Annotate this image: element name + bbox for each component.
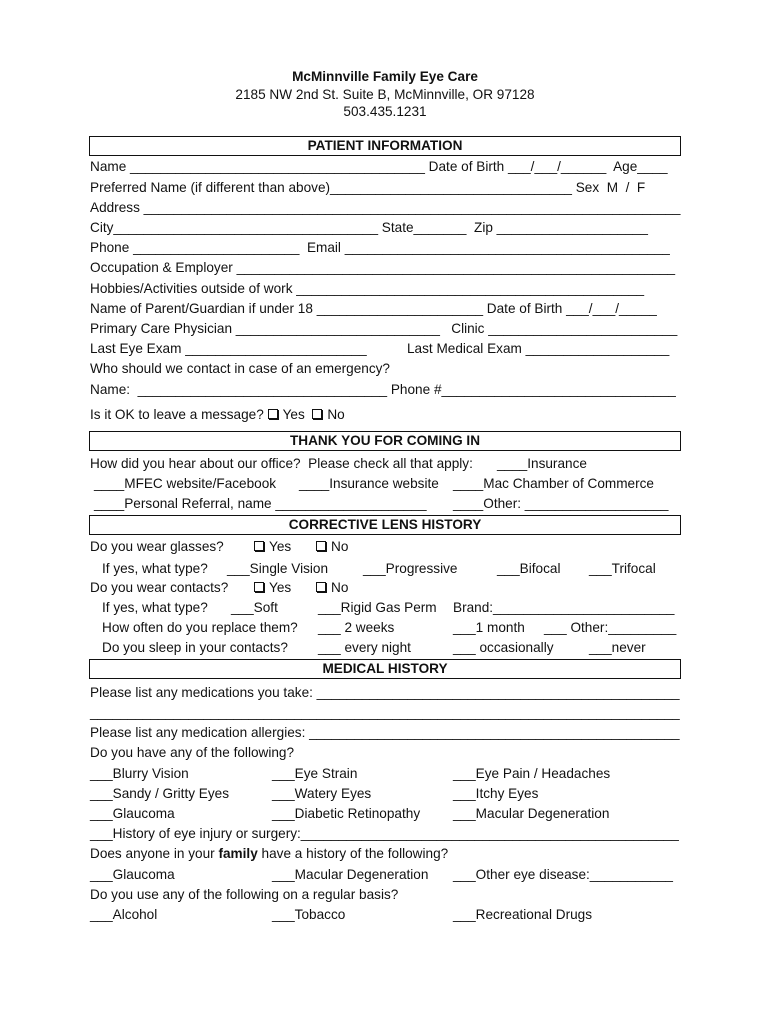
last-medical-exam-field[interactable]: Last Medical Exam ___________________	[407, 341, 670, 356]
regular-use-question: Do you use any of the following on a regular basis?	[90, 887, 399, 902]
one-month-option[interactable]: ___1 month	[453, 620, 525, 635]
bifocal-option[interactable]: ___Bifocal	[497, 561, 561, 576]
glaucoma-option[interactable]: ___Glaucoma	[90, 806, 175, 821]
replace-other-option[interactable]: ___ Other:_________	[544, 620, 677, 635]
glasses-no[interactable]: No	[316, 539, 348, 555]
two-weeks-option[interactable]: ___ 2 weeks	[318, 620, 395, 635]
watery-eyes-option[interactable]: ___Watery Eyes	[272, 786, 372, 801]
replace-question: How often do you replace them?	[102, 620, 298, 635]
diabetic-retinopathy-option[interactable]: ___Diabetic Retinopathy	[272, 806, 421, 821]
contacts-question: Do you wear contacts?	[90, 580, 229, 595]
single-vision-option[interactable]: ___Single Vision	[227, 561, 329, 576]
preferred-name-field[interactable]: Preferred Name (if different than above)________________________________ Sex M / F	[90, 180, 646, 195]
never-option[interactable]: ___never	[589, 640, 646, 655]
primary-care-field[interactable]: Primary Care Physician ___________________________ Clinic _________________________	[90, 321, 678, 336]
contacts-yes[interactable]: Yes	[254, 580, 291, 596]
practice-name: McMinnville Family Eye Care	[292, 69, 478, 84]
emergency-contact-field[interactable]: Name: _________________________________ Phone #_______________________________	[90, 382, 676, 397]
referral-question: How did you hear about our office? Please check all that apply:	[90, 456, 473, 471]
insurance-option[interactable]: ____Insurance	[497, 456, 587, 471]
alcohol-option[interactable]: ___Alcohol	[90, 907, 158, 922]
patient-information-header: PATIENT INFORMATION	[89, 136, 681, 156]
glasses-yes[interactable]: Yes	[254, 539, 291, 555]
phone-email-field[interactable]: Phone ______________________ Email ___________________________________________	[90, 240, 670, 255]
glasses-no-checkbox[interactable]	[316, 541, 326, 551]
leave-message-row: Is it OK to leave a message? Yes No	[90, 407, 345, 422]
brand-field[interactable]: Brand:________________________	[453, 600, 675, 615]
name-field[interactable]: Name _______________________________________ Date of Birth ___/___/______ Age____	[90, 159, 668, 174]
tobacco-option[interactable]: ___Tobacco	[272, 907, 346, 922]
contacts-type-question: If yes, what type?	[102, 600, 208, 615]
contacts-no-checkbox[interactable]	[316, 582, 326, 592]
allergies-field[interactable]: Please list any medication allergies: _________________________________________________	[90, 725, 680, 740]
chamber-option[interactable]: ____Mac Chamber of Commerce	[453, 476, 654, 491]
conditions-question: Do you have any of the following?	[90, 745, 295, 760]
contacts-yes-checkbox[interactable]	[254, 582, 264, 592]
progressive-option[interactable]: ___Progressive	[363, 561, 458, 576]
eye-injury-field[interactable]: ___History of eye injury or surgery:__________________________________________________	[90, 826, 679, 841]
practice-phone: 503.435.1231	[343, 104, 427, 119]
blurry-vision-option[interactable]: ___Blurry Vision	[90, 766, 189, 781]
glasses-question: Do you wear glasses?	[90, 539, 224, 554]
family-other-disease-field[interactable]: ___Other eye disease:___________	[453, 867, 673, 882]
occupation-field[interactable]: Occupation & Employer __________________________________________________________	[90, 260, 676, 275]
recreational-drugs-option[interactable]: ___Recreational Drugs	[453, 907, 593, 922]
rigid-gas-perm-option[interactable]: ___Rigid Gas Perm	[318, 600, 437, 615]
sleep-question: Do you sleep in your contacts?	[102, 640, 288, 655]
city-state-zip-field[interactable]: City___________________________________ State_______ Zip ____________________	[90, 220, 648, 235]
eye-pain-option[interactable]: ___Eye Pain / Headaches	[453, 766, 611, 781]
emergency-question: Who should we contact in case of an emergency?	[90, 361, 390, 376]
hobbies-field[interactable]: Hobbies/Activities outside of work ______________________________________________	[90, 281, 645, 296]
occasionally-option[interactable]: ___ occasionally	[453, 640, 554, 655]
family-glaucoma-option[interactable]: ___Glaucoma	[90, 867, 175, 882]
address-field[interactable]: Address _______________________________________________________________________	[90, 200, 681, 215]
sandy-eyes-option[interactable]: ___Sandy / Gritty Eyes	[90, 786, 230, 801]
thank-you-header: THANK YOU FOR COMING IN	[89, 431, 681, 451]
message-no-checkbox[interactable]	[312, 409, 322, 419]
last-eye-exam-field[interactable]: Last Eye Exam ________________________	[90, 341, 367, 356]
corrective-lens-header: CORRECTIVE LENS HISTORY	[89, 515, 681, 535]
contacts-no[interactable]: No	[316, 580, 348, 596]
itchy-eyes-option[interactable]: ___Itchy Eyes	[453, 786, 539, 801]
glasses-type-question: If yes, what type?	[102, 561, 208, 576]
soft-option[interactable]: ___Soft	[231, 600, 278, 615]
medications-line-2[interactable]: ______________________________________________________________________________	[90, 705, 680, 720]
every-night-option[interactable]: ___ every night	[318, 640, 411, 655]
other-option[interactable]: ____Other: ___________________	[453, 496, 669, 511]
insurance-website-option[interactable]: ____Insurance website	[299, 476, 439, 491]
medications-field[interactable]: Please list any medications you take: ________________________________________________	[90, 685, 680, 700]
eye-strain-option[interactable]: ___Eye Strain	[272, 766, 358, 781]
practice-address: 2185 NW 2nd St. Suite B, McMinnville, OR 97128	[235, 87, 535, 102]
glasses-yes-checkbox[interactable]	[254, 541, 264, 551]
family-macular-option[interactable]: ___Macular Degeneration	[272, 867, 429, 882]
personal-referral-option[interactable]: ____Personal Referral, name ____________________	[94, 496, 427, 511]
family-history-question: Does anyone in your family have a history of the following?	[90, 846, 449, 861]
macular-degeneration-option[interactable]: ___Macular Degeneration	[453, 806, 610, 821]
mfec-website-option[interactable]: ____MFEC website/Facebook	[94, 476, 277, 491]
trifocal-option[interactable]: ___Trifocal	[589, 561, 656, 576]
medical-history-header: MEDICAL HISTORY	[89, 659, 681, 679]
message-yes-checkbox[interactable]	[268, 409, 278, 419]
parent-guardian-field[interactable]: Name of Parent/Guardian if under 18 ______________________ Date of Birth ___/___/_____	[90, 301, 657, 316]
